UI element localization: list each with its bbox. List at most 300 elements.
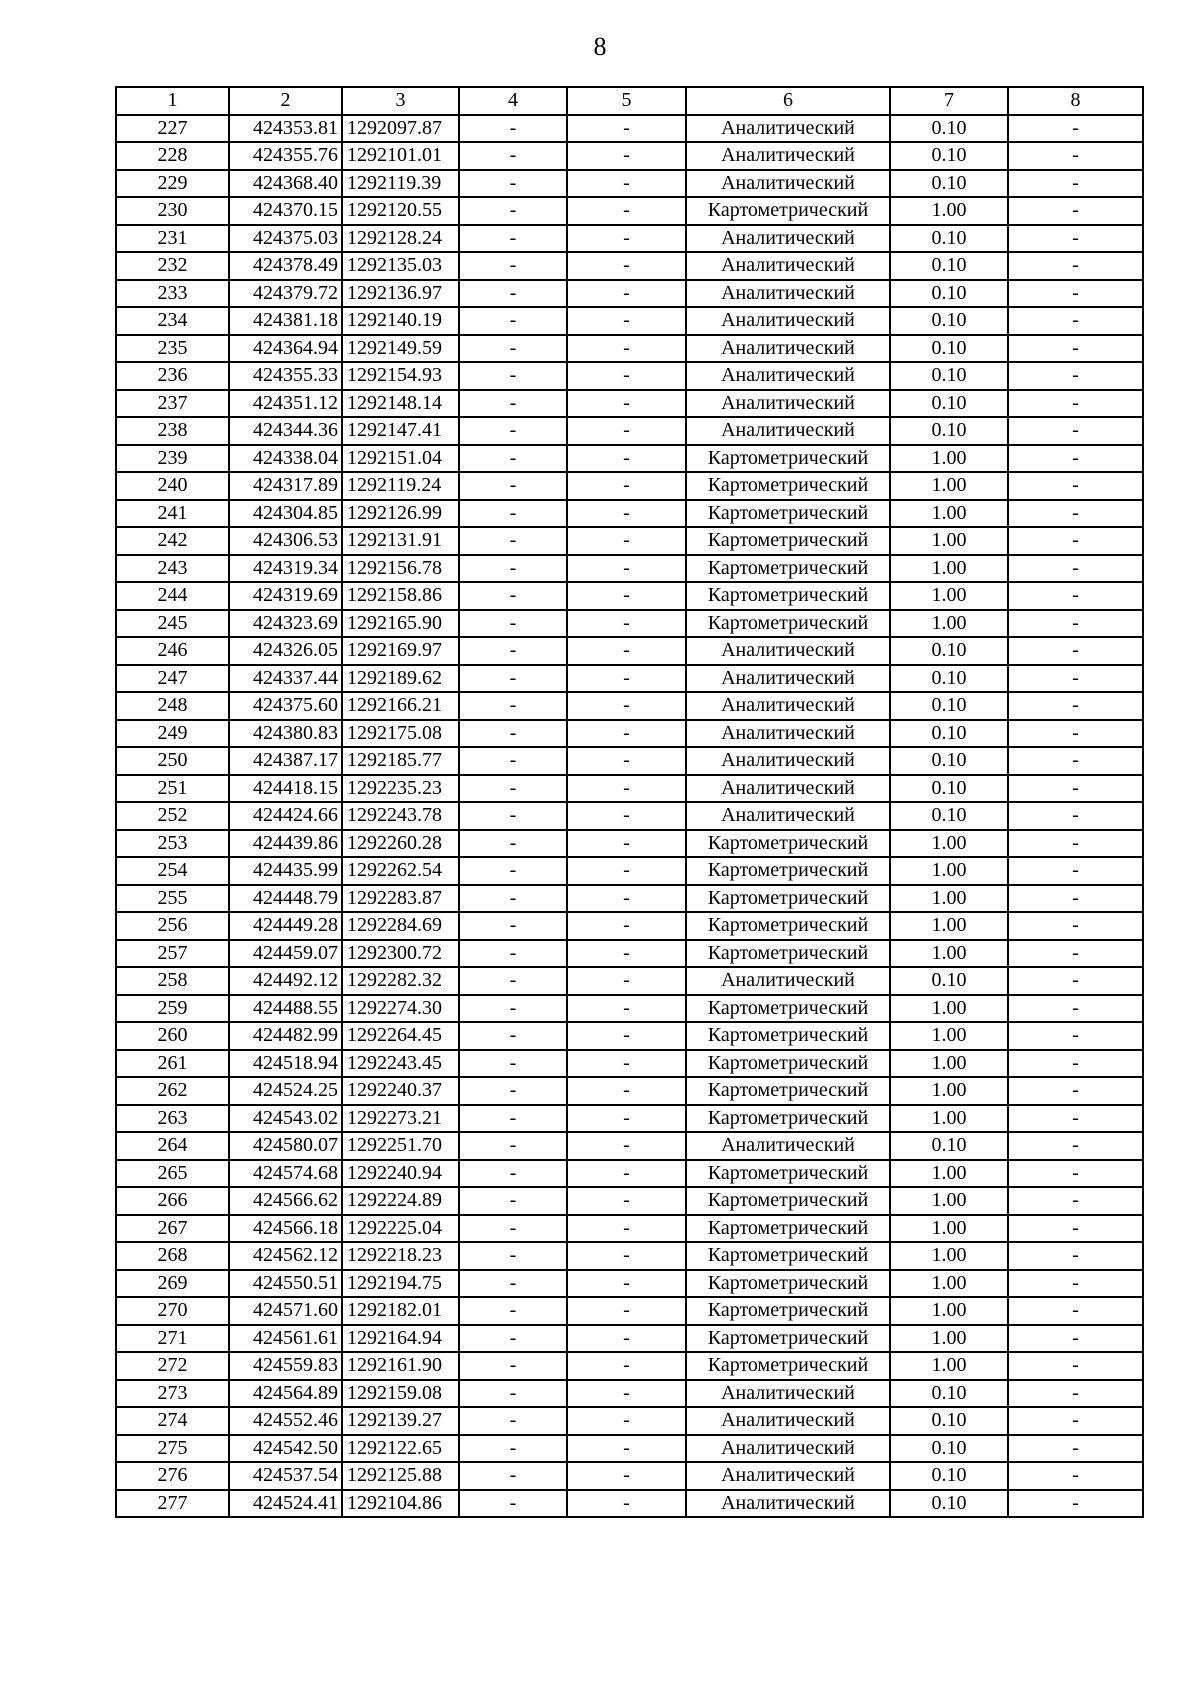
- column-5-cell: -: [567, 1242, 686, 1270]
- x-coordinate-cell: 424353.81: [229, 115, 342, 143]
- method-cell: Картометрический: [686, 445, 890, 473]
- column-4-cell: -: [459, 1407, 567, 1435]
- method-cell: Аналитический: [686, 1407, 890, 1435]
- x-coordinate-cell: 424381.18: [229, 307, 342, 335]
- table-row: [116, 1187, 1143, 1215]
- column-5-cell: -: [567, 637, 686, 665]
- point-number-cell: 231: [116, 225, 229, 253]
- table-row: [116, 1435, 1143, 1463]
- accuracy-cell: 1.00: [890, 1105, 1008, 1133]
- method-cell: Аналитический: [686, 692, 890, 720]
- method-cell: Аналитический: [686, 1462, 890, 1490]
- method-cell: Картометрический: [686, 1297, 890, 1325]
- accuracy-cell: 1.00: [890, 1215, 1008, 1243]
- table-row: [116, 527, 1143, 555]
- column-5-cell: -: [567, 1490, 686, 1518]
- accuracy-cell: 0.10: [890, 280, 1008, 308]
- point-number-cell: 241: [116, 500, 229, 528]
- column-8-cell: -: [1008, 307, 1143, 335]
- x-coordinate-cell: 424492.12: [229, 967, 342, 995]
- column-4-cell: -: [459, 692, 567, 720]
- column-5-cell: -: [567, 307, 686, 335]
- column-8-cell: -: [1008, 1160, 1143, 1188]
- column-4-cell: -: [459, 1462, 567, 1490]
- point-number-cell: 257: [116, 940, 229, 968]
- x-coordinate-cell: 424337.44: [229, 665, 342, 693]
- column-8-cell: -: [1008, 1077, 1143, 1105]
- column-5-cell: -: [567, 1132, 686, 1160]
- y-coordinate-cell: 1292154.93: [342, 362, 459, 390]
- column-4-cell: -: [459, 637, 567, 665]
- accuracy-cell: 0.10: [890, 1490, 1008, 1518]
- column-4-cell: -: [459, 720, 567, 748]
- point-number-cell: 276: [116, 1462, 229, 1490]
- accuracy-cell: 0.10: [890, 252, 1008, 280]
- accuracy-cell: 0.10: [890, 115, 1008, 143]
- point-number-cell: 238: [116, 417, 229, 445]
- accuracy-cell: 0.10: [890, 170, 1008, 198]
- table-row: [116, 1242, 1143, 1270]
- table-row: [116, 555, 1143, 583]
- point-number-cell: 277: [116, 1490, 229, 1518]
- x-coordinate-cell: 424459.07: [229, 940, 342, 968]
- table-row: [116, 280, 1143, 308]
- table-row: [116, 472, 1143, 500]
- x-coordinate-cell: 424564.89: [229, 1380, 342, 1408]
- column-8-cell: -: [1008, 115, 1143, 143]
- y-coordinate-cell: 1292122.65: [342, 1435, 459, 1463]
- y-coordinate-cell: 1292282.32: [342, 967, 459, 995]
- x-coordinate-cell: 424378.49: [229, 252, 342, 280]
- y-coordinate-cell: 1292149.59: [342, 335, 459, 363]
- column-4-cell: -: [459, 1297, 567, 1325]
- x-coordinate-cell: 424552.46: [229, 1407, 342, 1435]
- column-8-cell: -: [1008, 1242, 1143, 1270]
- column-header: 3: [342, 87, 459, 115]
- accuracy-cell: 1.00: [890, 1022, 1008, 1050]
- method-cell: Картометрический: [686, 1215, 890, 1243]
- column-4-cell: -: [459, 775, 567, 803]
- point-number-cell: 260: [116, 1022, 229, 1050]
- column-8-cell: -: [1008, 830, 1143, 858]
- method-cell: Аналитический: [686, 280, 890, 308]
- x-coordinate-cell: 424338.04: [229, 445, 342, 473]
- y-coordinate-cell: 1292284.69: [342, 912, 459, 940]
- column-5-cell: -: [567, 335, 686, 363]
- accuracy-cell: 0.10: [890, 390, 1008, 418]
- point-number-cell: 240: [116, 472, 229, 500]
- point-number-cell: 236: [116, 362, 229, 390]
- column-5-cell: -: [567, 280, 686, 308]
- column-4-cell: -: [459, 885, 567, 913]
- column-5-cell: -: [567, 995, 686, 1023]
- table-row: [116, 1105, 1143, 1133]
- point-number-cell: 271: [116, 1325, 229, 1353]
- column-4-cell: -: [459, 940, 567, 968]
- column-5-cell: -: [567, 1270, 686, 1298]
- accuracy-cell: 1.00: [890, 857, 1008, 885]
- y-coordinate-cell: 1292097.87: [342, 115, 459, 143]
- y-coordinate-cell: 1292260.28: [342, 830, 459, 858]
- column-4-cell: -: [459, 280, 567, 308]
- column-4-cell: -: [459, 665, 567, 693]
- column-4-cell: -: [459, 472, 567, 500]
- table-row: [116, 1490, 1143, 1518]
- x-coordinate-cell: 424543.02: [229, 1105, 342, 1133]
- method-cell: Картометрический: [686, 197, 890, 225]
- table-row: [116, 307, 1143, 335]
- method-cell: Аналитический: [686, 747, 890, 775]
- method-cell: Картометрический: [686, 995, 890, 1023]
- column-header: 5: [567, 87, 686, 115]
- column-5-cell: -: [567, 1462, 686, 1490]
- column-8-cell: -: [1008, 967, 1143, 995]
- y-coordinate-cell: 1292104.86: [342, 1490, 459, 1518]
- y-coordinate-cell: 1292243.78: [342, 802, 459, 830]
- accuracy-cell: 1.00: [890, 830, 1008, 858]
- x-coordinate-cell: 424562.12: [229, 1242, 342, 1270]
- point-number-cell: 253: [116, 830, 229, 858]
- point-number-cell: 244: [116, 582, 229, 610]
- method-cell: Картометрический: [686, 1160, 890, 1188]
- method-cell: Аналитический: [686, 335, 890, 363]
- table-row: [116, 142, 1143, 170]
- point-number-cell: 246: [116, 637, 229, 665]
- y-coordinate-cell: 1292151.04: [342, 445, 459, 473]
- table-row: [116, 1215, 1143, 1243]
- point-number-cell: 245: [116, 610, 229, 638]
- column-8-cell: -: [1008, 445, 1143, 473]
- x-coordinate-cell: 424380.83: [229, 720, 342, 748]
- column-8-cell: -: [1008, 1435, 1143, 1463]
- column-5-cell: -: [567, 555, 686, 583]
- column-5-cell: -: [567, 940, 686, 968]
- x-coordinate-cell: 424524.25: [229, 1077, 342, 1105]
- column-4-cell: -: [459, 1270, 567, 1298]
- point-number-cell: 235: [116, 335, 229, 363]
- method-cell: Аналитический: [686, 1380, 890, 1408]
- column-4-cell: -: [459, 802, 567, 830]
- column-8-cell: -: [1008, 857, 1143, 885]
- column-8-cell: -: [1008, 1187, 1143, 1215]
- column-5-cell: -: [567, 252, 686, 280]
- column-8-cell: -: [1008, 390, 1143, 418]
- table-row: [116, 775, 1143, 803]
- table-row: [116, 1462, 1143, 1490]
- accuracy-cell: 1.00: [890, 555, 1008, 583]
- column-4-cell: -: [459, 500, 567, 528]
- accuracy-cell: 0.10: [890, 802, 1008, 830]
- accuracy-cell: 0.10: [890, 307, 1008, 335]
- table-row: [116, 362, 1143, 390]
- column-8-cell: -: [1008, 1270, 1143, 1298]
- y-coordinate-cell: 1292185.77: [342, 747, 459, 775]
- column-4-cell: -: [459, 582, 567, 610]
- accuracy-cell: 1.00: [890, 472, 1008, 500]
- method-cell: Аналитический: [686, 775, 890, 803]
- column-4-cell: -: [459, 610, 567, 638]
- y-coordinate-cell: 1292189.62: [342, 665, 459, 693]
- column-5-cell: -: [567, 747, 686, 775]
- column-4-cell: -: [459, 1050, 567, 1078]
- y-coordinate-cell: 1292262.54: [342, 857, 459, 885]
- x-coordinate-cell: 424375.03: [229, 225, 342, 253]
- point-number-cell: 232: [116, 252, 229, 280]
- y-coordinate-cell: 1292139.27: [342, 1407, 459, 1435]
- column-8-cell: -: [1008, 280, 1143, 308]
- point-number-cell: 250: [116, 747, 229, 775]
- x-coordinate-cell: 424571.60: [229, 1297, 342, 1325]
- column-4-cell: -: [459, 362, 567, 390]
- table-row: [116, 1352, 1143, 1380]
- table-row: [116, 802, 1143, 830]
- x-coordinate-cell: 424306.53: [229, 527, 342, 555]
- column-8-cell: -: [1008, 527, 1143, 555]
- column-4-cell: -: [459, 747, 567, 775]
- table-row: [116, 1022, 1143, 1050]
- table-row: [116, 1407, 1143, 1435]
- method-cell: Аналитический: [686, 142, 890, 170]
- method-cell: Аналитический: [686, 417, 890, 445]
- y-coordinate-cell: 1292300.72: [342, 940, 459, 968]
- y-coordinate-cell: 1292148.14: [342, 390, 459, 418]
- table-row: [116, 720, 1143, 748]
- point-number-cell: 256: [116, 912, 229, 940]
- point-number-cell: 258: [116, 967, 229, 995]
- y-coordinate-cell: 1292251.70: [342, 1132, 459, 1160]
- y-coordinate-cell: 1292135.03: [342, 252, 459, 280]
- table-row: [116, 500, 1143, 528]
- point-number-cell: 254: [116, 857, 229, 885]
- column-8-cell: -: [1008, 1215, 1143, 1243]
- point-number-cell: 230: [116, 197, 229, 225]
- table-row: [116, 665, 1143, 693]
- method-cell: Аналитический: [686, 225, 890, 253]
- method-cell: Аналитический: [686, 307, 890, 335]
- table-row: [116, 197, 1143, 225]
- accuracy-cell: 1.00: [890, 1297, 1008, 1325]
- column-8-cell: -: [1008, 555, 1143, 583]
- y-coordinate-cell: 1292194.75: [342, 1270, 459, 1298]
- accuracy-cell: 1.00: [890, 582, 1008, 610]
- method-cell: Аналитический: [686, 1132, 890, 1160]
- column-5-cell: -: [567, 1105, 686, 1133]
- column-8-cell: -: [1008, 1380, 1143, 1408]
- y-coordinate-cell: 1292120.55: [342, 197, 459, 225]
- y-coordinate-cell: 1292273.21: [342, 1105, 459, 1133]
- accuracy-cell: 1.00: [890, 885, 1008, 913]
- x-coordinate-cell: 424542.50: [229, 1435, 342, 1463]
- point-number-cell: 229: [116, 170, 229, 198]
- y-coordinate-cell: 1292235.23: [342, 775, 459, 803]
- x-coordinate-cell: 424561.61: [229, 1325, 342, 1353]
- accuracy-cell: 0.10: [890, 775, 1008, 803]
- point-number-cell: 255: [116, 885, 229, 913]
- column-4-cell: -: [459, 142, 567, 170]
- column-5-cell: -: [567, 417, 686, 445]
- column-5-cell: -: [567, 472, 686, 500]
- column-8-cell: -: [1008, 225, 1143, 253]
- y-coordinate-cell: 1292264.45: [342, 1022, 459, 1050]
- method-cell: Картометрический: [686, 500, 890, 528]
- x-coordinate-cell: 424566.18: [229, 1215, 342, 1243]
- y-coordinate-cell: 1292182.01: [342, 1297, 459, 1325]
- column-5-cell: -: [567, 582, 686, 610]
- point-number-cell: 265: [116, 1160, 229, 1188]
- table-row: [116, 445, 1143, 473]
- table-row: [116, 115, 1143, 143]
- accuracy-cell: 1.00: [890, 912, 1008, 940]
- x-coordinate-cell: 424439.86: [229, 830, 342, 858]
- y-coordinate-cell: 1292225.04: [342, 1215, 459, 1243]
- x-coordinate-cell: 424448.79: [229, 885, 342, 913]
- column-4-cell: -: [459, 1435, 567, 1463]
- column-5-cell: -: [567, 775, 686, 803]
- column-4-cell: -: [459, 555, 567, 583]
- table-row: [116, 1132, 1143, 1160]
- column-4-cell: -: [459, 1077, 567, 1105]
- table-row: [116, 1325, 1143, 1353]
- column-5-cell: -: [567, 115, 686, 143]
- column-4-cell: -: [459, 335, 567, 363]
- accuracy-cell: 1.00: [890, 1050, 1008, 1078]
- point-number-cell: 248: [116, 692, 229, 720]
- accuracy-cell: 0.10: [890, 1435, 1008, 1463]
- x-coordinate-cell: 424482.99: [229, 1022, 342, 1050]
- point-number-cell: 274: [116, 1407, 229, 1435]
- point-number-cell: 233: [116, 280, 229, 308]
- method-cell: Картометрический: [686, 1022, 890, 1050]
- y-coordinate-cell: 1292161.90: [342, 1352, 459, 1380]
- point-number-cell: 266: [116, 1187, 229, 1215]
- accuracy-cell: 1.00: [890, 1242, 1008, 1270]
- point-number-cell: 264: [116, 1132, 229, 1160]
- method-cell: Аналитический: [686, 802, 890, 830]
- point-number-cell: 261: [116, 1050, 229, 1078]
- accuracy-cell: 0.10: [890, 665, 1008, 693]
- column-8-cell: -: [1008, 582, 1143, 610]
- column-header: 2: [229, 87, 342, 115]
- method-cell: Картометрический: [686, 472, 890, 500]
- column-5-cell: -: [567, 142, 686, 170]
- y-coordinate-cell: 1292283.87: [342, 885, 459, 913]
- column-4-cell: -: [459, 1105, 567, 1133]
- column-header: 1: [116, 87, 229, 115]
- column-8-cell: -: [1008, 1132, 1143, 1160]
- column-8-cell: -: [1008, 1022, 1143, 1050]
- column-4-cell: -: [459, 252, 567, 280]
- table-row: [116, 692, 1143, 720]
- column-8-cell: -: [1008, 995, 1143, 1023]
- accuracy-cell: 1.00: [890, 1077, 1008, 1105]
- table-body: [116, 115, 1143, 1518]
- accuracy-cell: 0.10: [890, 142, 1008, 170]
- y-coordinate-cell: 1292119.24: [342, 472, 459, 500]
- method-cell: Картометрический: [686, 940, 890, 968]
- x-coordinate-cell: 424344.36: [229, 417, 342, 445]
- column-8-cell: -: [1008, 1490, 1143, 1518]
- column-8-cell: -: [1008, 500, 1143, 528]
- accuracy-cell: 1.00: [890, 197, 1008, 225]
- table-row: [116, 1297, 1143, 1325]
- table-row: [116, 885, 1143, 913]
- column-8-cell: -: [1008, 802, 1143, 830]
- y-coordinate-cell: 1292158.86: [342, 582, 459, 610]
- method-cell: Картометрический: [686, 857, 890, 885]
- column-4-cell: -: [459, 445, 567, 473]
- y-coordinate-cell: 1292128.24: [342, 225, 459, 253]
- table-row: [116, 252, 1143, 280]
- column-8-cell: -: [1008, 1297, 1143, 1325]
- accuracy-cell: 1.00: [890, 610, 1008, 638]
- column-5-cell: -: [567, 802, 686, 830]
- column-5-cell: -: [567, 362, 686, 390]
- point-number-cell: 268: [116, 1242, 229, 1270]
- column-5-cell: -: [567, 665, 686, 693]
- x-coordinate-cell: 424449.28: [229, 912, 342, 940]
- method-cell: Картометрический: [686, 1325, 890, 1353]
- accuracy-cell: 1.00: [890, 527, 1008, 555]
- x-coordinate-cell: 424550.51: [229, 1270, 342, 1298]
- point-number-cell: 228: [116, 142, 229, 170]
- column-5-cell: -: [567, 1077, 686, 1105]
- y-coordinate-cell: 1292240.37: [342, 1077, 459, 1105]
- table-row: [116, 582, 1143, 610]
- y-coordinate-cell: 1292240.94: [342, 1160, 459, 1188]
- accuracy-cell: 0.10: [890, 1407, 1008, 1435]
- y-coordinate-cell: 1292156.78: [342, 555, 459, 583]
- y-coordinate-cell: 1292126.99: [342, 500, 459, 528]
- y-coordinate-cell: 1292147.41: [342, 417, 459, 445]
- method-cell: Картометрический: [686, 582, 890, 610]
- table-row: [116, 967, 1143, 995]
- column-5-cell: -: [567, 445, 686, 473]
- x-coordinate-cell: 424488.55: [229, 995, 342, 1023]
- accuracy-cell: 0.10: [890, 747, 1008, 775]
- column-5-cell: -: [567, 1050, 686, 1078]
- accuracy-cell: 1.00: [890, 940, 1008, 968]
- table-row: [116, 417, 1143, 445]
- column-8-cell: -: [1008, 197, 1143, 225]
- method-cell: Аналитический: [686, 252, 890, 280]
- point-number-cell: 252: [116, 802, 229, 830]
- method-cell: Аналитический: [686, 170, 890, 198]
- column-8-cell: -: [1008, 610, 1143, 638]
- column-4-cell: -: [459, 1160, 567, 1188]
- column-5-cell: -: [567, 1407, 686, 1435]
- column-8-cell: -: [1008, 885, 1143, 913]
- x-coordinate-cell: 424379.72: [229, 280, 342, 308]
- column-4-cell: -: [459, 115, 567, 143]
- column-5-cell: -: [567, 912, 686, 940]
- column-5-cell: -: [567, 1352, 686, 1380]
- x-coordinate-cell: 424537.54: [229, 1462, 342, 1490]
- table-row: [116, 1380, 1143, 1408]
- accuracy-cell: 1.00: [890, 445, 1008, 473]
- column-8-cell: -: [1008, 335, 1143, 363]
- column-5-cell: -: [567, 1297, 686, 1325]
- point-number-cell: 267: [116, 1215, 229, 1243]
- accuracy-cell: 0.10: [890, 1380, 1008, 1408]
- y-coordinate-cell: 1292125.88: [342, 1462, 459, 1490]
- column-8-cell: -: [1008, 1352, 1143, 1380]
- method-cell: Картометрический: [686, 1050, 890, 1078]
- table-row: [116, 1270, 1143, 1298]
- column-4-cell: -: [459, 390, 567, 418]
- table-header-row: [116, 87, 1143, 115]
- column-4-cell: -: [459, 1132, 567, 1160]
- accuracy-cell: 1.00: [890, 1352, 1008, 1380]
